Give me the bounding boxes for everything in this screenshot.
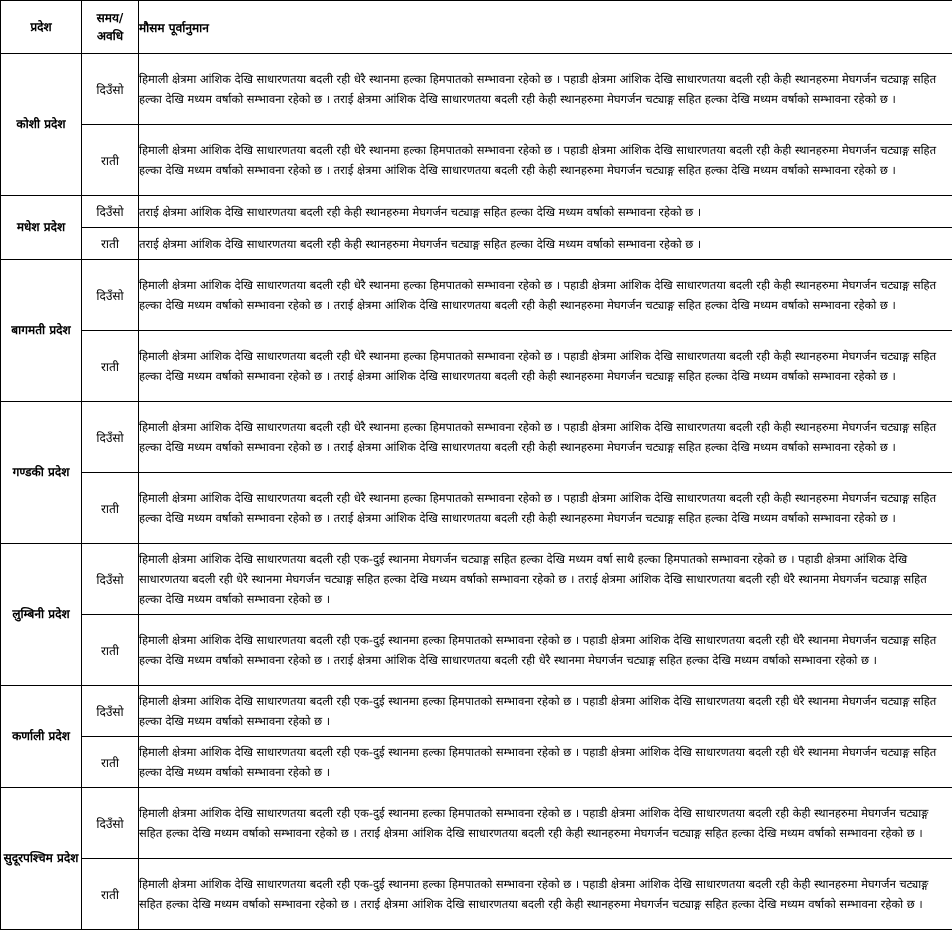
table-row [1,615,952,686]
time-label-night: राती [82,473,139,544]
time-label-day: दिउँसो [82,544,139,615]
table-row [1,125,952,196]
forecast-text: हिमाली क्षेत्रमा आंशिक देखि साधारणतया बदली रही धेरै स्थानमा हल्का हिमपातको सम्भावना रहेको छ । पहाडी क्षेत्रमा आंशिक देखि साधारणतया बदली रही केही स्थानहरुमा मेघगर्जन चट्याङ्ग सहित हल्का देखि मध्यम वर्षाको सम्भावना रहेको छ । तराई क्षेत्रमा आंशिक देखि साधारणतया बदली रही केही स्थानहरुमा मेघगर्जन चट्याङ्ग सहित हल्का देखि मध्यम वर्षाको सम्भावना रहेको छ । [139,473,952,544]
header-forecast: मौसम पूर्वानुमान [139,1,952,54]
province-name: कोशी प्रदेश [1,54,82,196]
time-label-day: दिउँसो [82,196,139,228]
forecast-text: हिमाली क्षेत्रमा आंशिक देखि साधारणतया बदली रही धेरै स्थानमा हल्का हिमपातको सम्भावना रहेको छ । पहाडी क्षेत्रमा आंशिक देखि साधारणतया बदली रही केही स्थानहरुमा मेघगर्जन चट्याङ्ग सहित हल्का देखि मध्यम वर्षाको सम्भावना रहेको छ । तराई क्षेत्रमा आंशिक देखि साधारणतया बदली रही केही स्थानहरुमा मेघगर्जन चट्याङ्ग सहित हल्का देखि मध्यम वर्षाको सम्भावना रहेको छ । [139,331,952,402]
forecast-text: हिमाली क्षेत्रमा आंशिक देखि साधारणतया बदली रही एक-दुई स्थानमा मेघगर्जन चट्याङ्ग सहित हल्का देखि मध्यम वर्षा साथै हल्का हिमपातको सम्भावना रहेको छ । पहाडी क्षेत्रमा आंशिक देखि साधारणतया बदली रही धेरै स्थानमा मेघगर्जन चट्याङ्ग सहित हल्का देखि मध्यम वर्षाको सम्भावना रहेको छ । तराई क्षेत्रमा आंशिक देखि साधारणतया बदली रही धेरै स्थानमा मेघगर्जन चट्याङ्ग सहित हल्का देखि मध्यम वर्षाको सम्भावना रहेको छ । [139,544,952,615]
forecast-text: हिमाली क्षेत्रमा आंशिक देखि साधारणतया बदली रही एक-दुई स्थानमा हल्का हिमपातको सम्भावना रहेको छ । पहाडी क्षेत्रमा आंशिक देखि साधारणतया बदली रही केही स्थानहरुमा मेघगर्जन चट्याङ्ग सहित हल्का देखि मध्यम वर्षाको सम्भावना रहेको छ । तराई क्षेत्रमा आंशिक देखि साधारणतया बदली रही केही स्थानहरुमा मेघगर्जन चट्याङ्ग सहित हल्का देखि मध्यम वर्षाको सम्भावना रहेको छ । [139,788,952,859]
header-time: समय/ अवधि [82,1,139,54]
time-label-night: राती [82,859,139,930]
time-label-night: राती [82,331,139,402]
table-row [1,544,952,615]
table-row [1,402,952,473]
table-row [1,788,952,859]
table-row [1,54,952,125]
forecast-text: तराई क्षेत्रमा आंशिक देखि साधारणतया बदली रही केही स्थानहरुमा मेघगर्जन चट्याङ्ग सहित हल्का देखि मध्यम वर्षाको सम्भावना रहेको छ । [139,196,952,228]
forecast-text: हिमाली क्षेत्रमा आंशिक देखि साधारणतया बदली रही धेरै स्थानमा हल्का हिमपातको सम्भावना रहेको छ । पहाडी क्षेत्रमा आंशिक देखि साधारणतया बदली रही केही स्थानहरुमा मेघगर्जन चट्याङ्ग सहित हल्का देखि मध्यम वर्षाको सम्भावना रहेको छ । तराई क्षेत्रमा आंशिक देखि साधारणतया बदली रही केही स्थानहरुमा मेघगर्जन चट्याङ्ग सहित हल्का देखि मध्यम वर्षाको सम्भावना रहेको छ । [139,54,952,125]
table-row [1,737,952,788]
province-name: बागमती प्रदेश [1,260,82,402]
time-label-day: दिउँसो [82,686,139,737]
forecast-text: हिमाली क्षेत्रमा आंशिक देखि साधारणतया बदली रही धेरै स्थानमा हल्का हिमपातको सम्भावना रहेको छ । पहाडी क्षेत्रमा आंशिक देखि साधारणतया बदली रही केही स्थानहरुमा मेघगर्जन चट्याङ्ग सहित हल्का देखि मध्यम वर्षाको सम्भावना रहेको छ । तराई क्षेत्रमा आंशिक देखि साधारणतया बदली रही केही स्थानहरुमा मेघगर्जन चट्याङ्ग सहित हल्का देखि मध्यम वर्षाको सम्भावना रहेको छ । [139,125,952,196]
table-header-row [1,1,952,54]
header-province: प्रदेश [1,1,82,54]
forecast-text: हिमाली क्षेत्रमा आंशिक देखि साधारणतया बदली रही धेरै स्थानमा हल्का हिमपातको सम्भावना रहेको छ । पहाडी क्षेत्रमा आंशिक देखि साधारणतया बदली रही केही स्थानहरुमा मेघगर्जन चट्याङ्ग सहित हल्का देखि मध्यम वर्षाको सम्भावना रहेको छ । तराई क्षेत्रमा आंशिक देखि साधारणतया बदली रही केही स्थानहरुमा मेघगर्जन चट्याङ्ग सहित हल्का देखि मध्यम वर्षाको सम्भावना रहेको छ । [139,260,952,331]
province-name: कर्णाली प्रदेश [1,686,82,788]
table-row [1,228,952,260]
table-row [1,473,952,544]
table-row [1,260,952,331]
time-label-day: दिउँसो [82,54,139,125]
province-name: गण्डकी प्रदेश [1,402,82,544]
forecast-text: हिमाली क्षेत्रमा आंशिक देखि साधारणतया बदली रही एक-दुई स्थानमा हल्का हिमपातको सम्भावना रहेको छ । पहाडी क्षेत्रमा आंशिक देखि साधारणतया बदली रही धेरै स्थानमा मेघगर्जन चट्याङ्ग सहित हल्का देखि मध्यम वर्षाको सम्भावना रहेको छ । [139,686,952,737]
time-label-night: राती [82,125,139,196]
forecast-text: हिमाली क्षेत्रमा आंशिक देखि साधारणतया बदली रही एक-दुई स्थानमा हल्का हिमपातको सम्भावना रहेको छ । पहाडी क्षेत्रमा आंशिक देखि साधारणतया बदली रही धेरै स्थानमा मेघगर्जन चट्याङ्ग सहित हल्का देखि मध्यम वर्षाको सम्भावना रहेको छ । तराई क्षेत्रमा आंशिक देखि साधारणतया बदली रही धेरै स्थानमा मेघगर्जन चट्याङ्ग सहित हल्का देखि मध्यम वर्षाको सम्भावना रहेको छ । [139,615,952,686]
province-name: लुम्बिनी प्रदेश [1,544,82,686]
province-name: सुदूरपश्चिम प्रदेश [1,788,82,930]
forecast-text: हिमाली क्षेत्रमा आंशिक देखि साधारणतया बदली रही एक-दुई स्थानमा हल्का हिमपातको सम्भावना रहेको छ । पहाडी क्षेत्रमा आंशिक देखि साधारणतया बदली रही धेरै स्थानमा मेघगर्जन चट्याङ्ग सहित हल्का देखि मध्यम वर्षाको सम्भावना रहेको छ । [139,737,952,788]
province-name: मधेश प्रदेश [1,196,82,260]
table-row [1,196,952,228]
forecast-text: हिमाली क्षेत्रमा आंशिक देखि साधारणतया बदली रही धेरै स्थानमा हल्का हिमपातको सम्भावना रहेको छ । पहाडी क्षेत्रमा आंशिक देखि साधारणतया बदली रही केही स्थानहरुमा मेघगर्जन चट्याङ्ग सहित हल्का देखि मध्यम वर्षाको सम्भावना रहेको छ । तराई क्षेत्रमा आंशिक देखि साधारणतया बदली रही केही स्थानहरुमा मेघगर्जन चट्याङ्ग सहित हल्का देखि मध्यम वर्षाको सम्भावना रहेको छ । [139,402,952,473]
time-label-night: राती [82,615,139,686]
time-label-night: राती [82,228,139,260]
time-label-day: दिउँसो [82,402,139,473]
table-row [1,859,952,930]
time-label-night: राती [82,737,139,788]
time-label-day: दिउँसो [82,260,139,331]
table-row [1,331,952,402]
forecast-text: तराई क्षेत्रमा आंशिक देखि साधारणतया बदली रही केही स्थानहरुमा मेघगर्जन चट्याङ्ग सहित हल्का देखि मध्यम वर्षाको सम्भावना रहेको छ । [139,228,952,260]
table-row [1,686,952,737]
forecast-text: हिमाली क्षेत्रमा आंशिक देखि साधारणतया बदली रही एक-दुई स्थानमा हल्का हिमपातको सम्भावना रहेको छ । पहाडी क्षेत्रमा आंशिक देखि साधारणतया बदली रही केही स्थानहरुमा मेघगर्जन चट्याङ्ग सहित हल्का देखि मध्यम वर्षाको सम्भावना रहेको छ । तराई क्षेत्रमा आंशिक देखि साधारणतया बदली रही केही स्थानहरुमा मेघगर्जन चट्याङ्ग सहित हल्का देखि मध्यम वर्षाको सम्भावना रहेको छ । [139,859,952,930]
time-label-day: दिउँसो [82,788,139,859]
